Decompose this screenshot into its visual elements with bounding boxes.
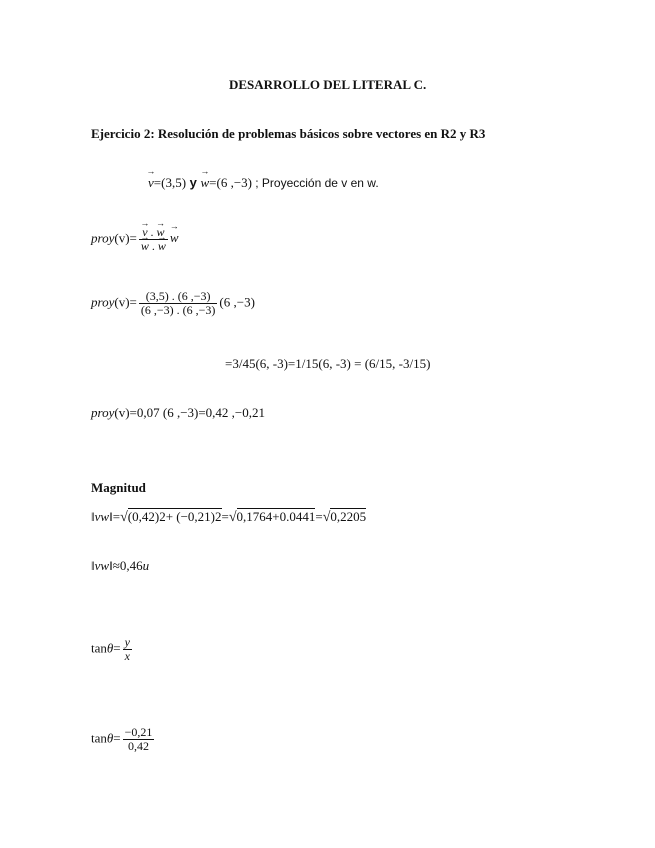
result-rhs: =0,07 (6 ,−3)=0,42 ,−0,21: [129, 405, 266, 420]
tail-vector-w: → w: [170, 231, 179, 244]
sqrt-icon: √: [120, 510, 128, 525]
magnitude-unit: u: [142, 558, 150, 573]
tan-label: tan: [91, 730, 107, 746]
sqrt-icon: √: [228, 510, 237, 525]
vector-w-value: =(6 ,−3): [209, 175, 252, 190]
tangent-value-numerator: −0,21: [124, 725, 153, 739]
proy-label: proy: [91, 405, 115, 420]
and-word: y: [186, 175, 201, 190]
tangent-value-fraction: [123, 726, 155, 753]
proy-arg: (v): [114, 405, 130, 420]
projection-substitution: [91, 290, 255, 317]
projection-result: [91, 406, 265, 419]
norm-vw: ‖vw‖: [91, 509, 113, 524]
simplification-line: =3/45(6, -3)=1/15(6, -3) = (6/15, -3/15): [225, 356, 431, 371]
radicand-2: 0,1764+0.0441: [236, 509, 316, 524]
proy-arg: (v): [114, 230, 130, 246]
magnitude-result: [91, 559, 149, 572]
tangent-fraction: [123, 636, 132, 663]
exercise-heading: Ejercicio 2: Resolución de problemas básicos sobre vectores en R2 y R3: [91, 126, 486, 141]
substitution-numerator: (3,5) . (6 ,−3): [139, 290, 218, 304]
vectors-definition: [148, 176, 379, 189]
tangent-value-denominator: 0,42: [128, 739, 150, 753]
fraction-numerator: → v . → w: [139, 226, 168, 240]
projection-fraction: [139, 226, 168, 253]
theta-symbol: θ: [106, 640, 114, 656]
norm-vw: ‖vw‖: [91, 558, 113, 573]
proy-arg: (v): [114, 294, 130, 310]
fraction-denominator: → w . → w: [139, 240, 168, 253]
proy-label: proy: [91, 294, 115, 310]
magnitude-value: ≈0,46: [112, 558, 143, 573]
magnitude-heading: Magnitud: [91, 480, 146, 495]
tangent-denominator: x: [124, 649, 130, 663]
proy-label: proy: [91, 230, 115, 246]
substitution-fraction: [139, 290, 218, 317]
tangent-formula: tanθ= $\frac{y}{x}$: [91, 635, 130, 663]
sqrt-icon: √: [322, 510, 331, 525]
radicand-1: (0,42)2+ (−0,21)2: [127, 509, 222, 524]
substitution-equals: =: [129, 294, 137, 310]
radicand-3: 0,2205: [330, 509, 367, 524]
projection-description: ; Proyección de v en w.: [255, 176, 379, 190]
vector-v-value: =(3,5): [153, 175, 187, 190]
projection-formula: [91, 226, 179, 253]
page-title: DESARROLLO DEL LITERAL C.: [229, 77, 427, 92]
vector-w-symbol: → w: [201, 176, 210, 189]
theta-symbol: θ: [106, 730, 114, 746]
tangent-substitution: tanθ= $\frac{-0,21}{0,42}$: [91, 725, 153, 753]
substitution-tail: (6 ,−3): [219, 294, 255, 310]
substitution-denominator: (6 ,−3) . (6 ,−3): [140, 303, 216, 317]
tan-label: tan: [91, 640, 107, 656]
vector-v-symbol: → v: [148, 176, 154, 189]
tangent-numerator: y: [124, 635, 130, 649]
formula-equals: =: [129, 230, 137, 246]
magnitude-calculation: ‖vw‖=√(0,42)2+ (−0,21)2=√0,1764+0.0441=√0,2205: [91, 509, 367, 525]
